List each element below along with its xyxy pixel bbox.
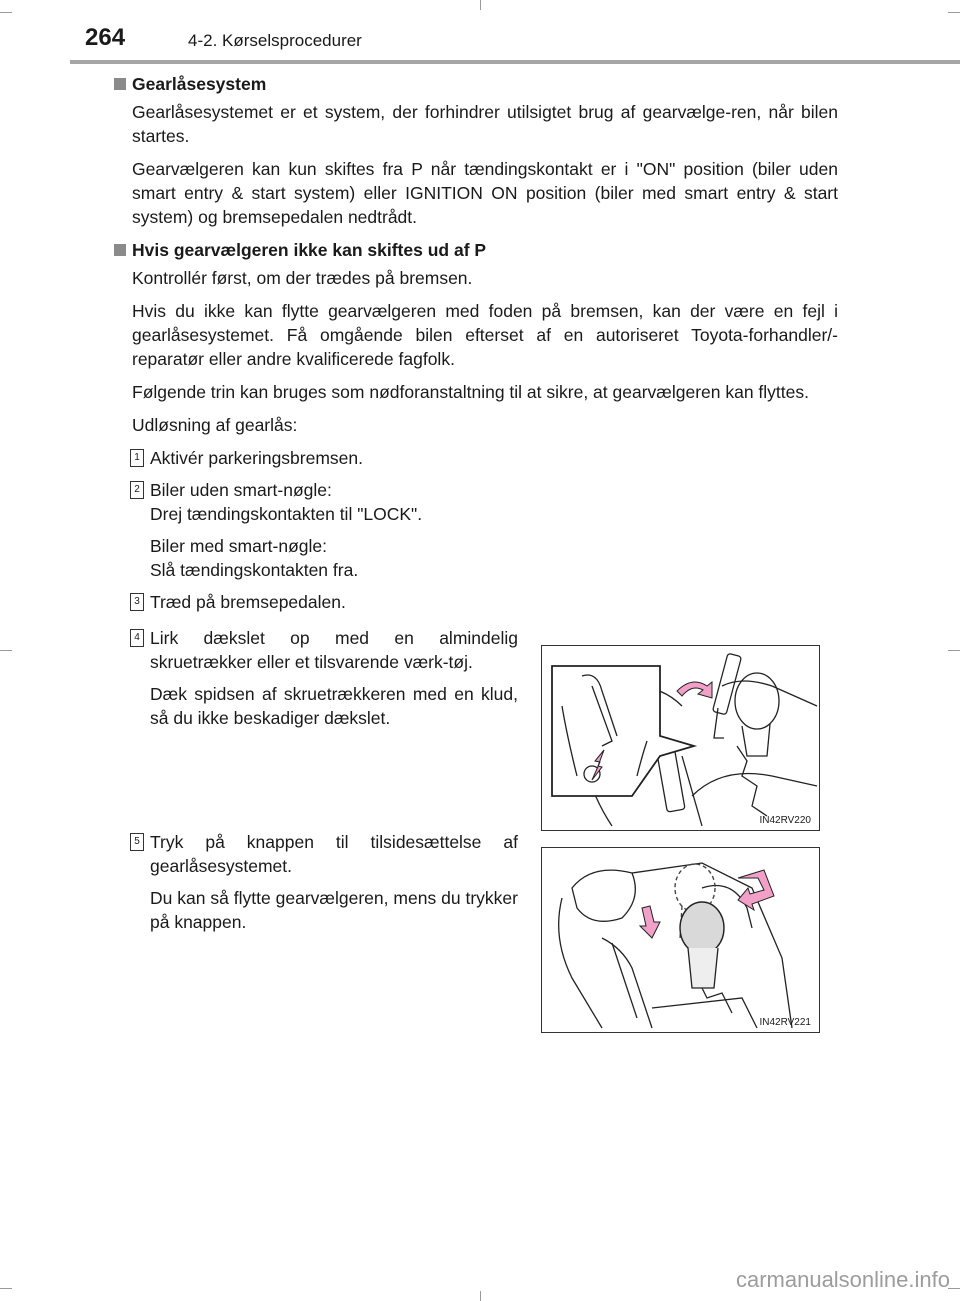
step-text: Tryk på knappen til tilsidesættelse af gearlåsesystemet. — [150, 832, 518, 876]
square-bullet-icon — [114, 244, 126, 256]
step-subtext: Dæk spidsen af skruetrækkeren med en klud, så du ikke beskadiger dækslet. — [150, 684, 518, 728]
shift-lock-release-icon — [542, 848, 819, 1032]
paragraph: Udløsning af gearlås: — [132, 415, 298, 435]
figure-screwdriver-cover — [541, 645, 820, 831]
section-cannot-shift — [112, 238, 838, 437]
step-text: Biler uden smart-nøgle: Drej tændingskontakten til "LOCK". — [150, 480, 423, 524]
screwdriver-cover-icon — [542, 646, 819, 830]
figure-code: IN42RV220 — [759, 815, 811, 826]
section-title — [112, 72, 838, 96]
crop-mark — [948, 650, 960, 651]
paragraph: Gearvælgeren kan kun skiftes fra P når tændingskontakt er i "ON" position (biler uden smart entry & start system) eller IGNITION ON position (biler med smart entry & start system) og bremsepedalen nedtrådt. — [132, 159, 838, 227]
page-number: 264 — [85, 24, 126, 51]
paragraph: Kontrollér først, om der trædes på bremsen. — [132, 268, 473, 288]
section-title-text: Hvis gearvælgeren ikke kan skiftes ud af P — [132, 240, 487, 260]
page-header — [70, 22, 960, 62]
step-subtext: Du kan så flytte gearvælgeren, mens du trykker på knappen. — [150, 888, 518, 932]
paragraph: Følgende trin kan bruges som nødforanstaltning til at sikre, at gearvælgeren kan flyttes. — [132, 382, 809, 402]
step-number: 3 — [130, 593, 144, 611]
step-text: Lirk dækslet op med en almindelig skruetrækker eller et tilsvarende værk-tøj. — [150, 628, 518, 672]
crop-mark — [480, 0, 481, 10]
step-number: 4 — [130, 629, 144, 647]
chapter-title: 4-2. Kørselsprocedurer — [188, 31, 362, 50]
figure-shift-lock-release — [541, 847, 820, 1033]
paragraph: Hvis du ikke kan flytte gearvælgeren med foden på bremsen, kan der være en fejl i gearlåsesystemet. Få omgående bilen efterset af en autoriseret Toyota-forhandler/-reparatør eller andre kvalificerede fagfolk. — [132, 301, 838, 369]
section-title-text: Gearlåsesystem — [132, 74, 267, 94]
step-item — [130, 446, 838, 470]
step-number: 2 — [130, 481, 144, 499]
step-number: 5 — [130, 833, 144, 851]
crop-mark — [0, 650, 12, 651]
crop-mark — [0, 12, 12, 13]
step-text: Aktivér parkeringsbremsen. — [150, 448, 363, 468]
step-item — [130, 478, 838, 582]
step-item — [130, 626, 518, 822]
paragraph: Gearlåsesystemet er et system, der forhindrer utilsigtet brug af gearvælge-ren, når bilen startes. — [132, 102, 838, 146]
header-rule — [70, 60, 960, 64]
watermark: carmanualsonline.info — [735, 1267, 950, 1292]
step-text: Træd på bremsepedalen. — [150, 592, 346, 612]
step-item — [130, 830, 518, 934]
figure-code: IN42RV221 — [759, 1017, 811, 1028]
crop-mark — [0, 1288, 12, 1289]
section-gearlock — [112, 72, 838, 229]
square-bullet-icon — [114, 78, 126, 90]
step-subtext: Biler med smart-nøgle: Slå tændingskontakten fra. — [150, 536, 359, 580]
crop-mark — [948, 12, 960, 13]
crop-mark — [480, 1291, 481, 1301]
step-item — [130, 590, 838, 614]
section-title — [112, 238, 838, 262]
step-number: 1 — [130, 449, 144, 467]
